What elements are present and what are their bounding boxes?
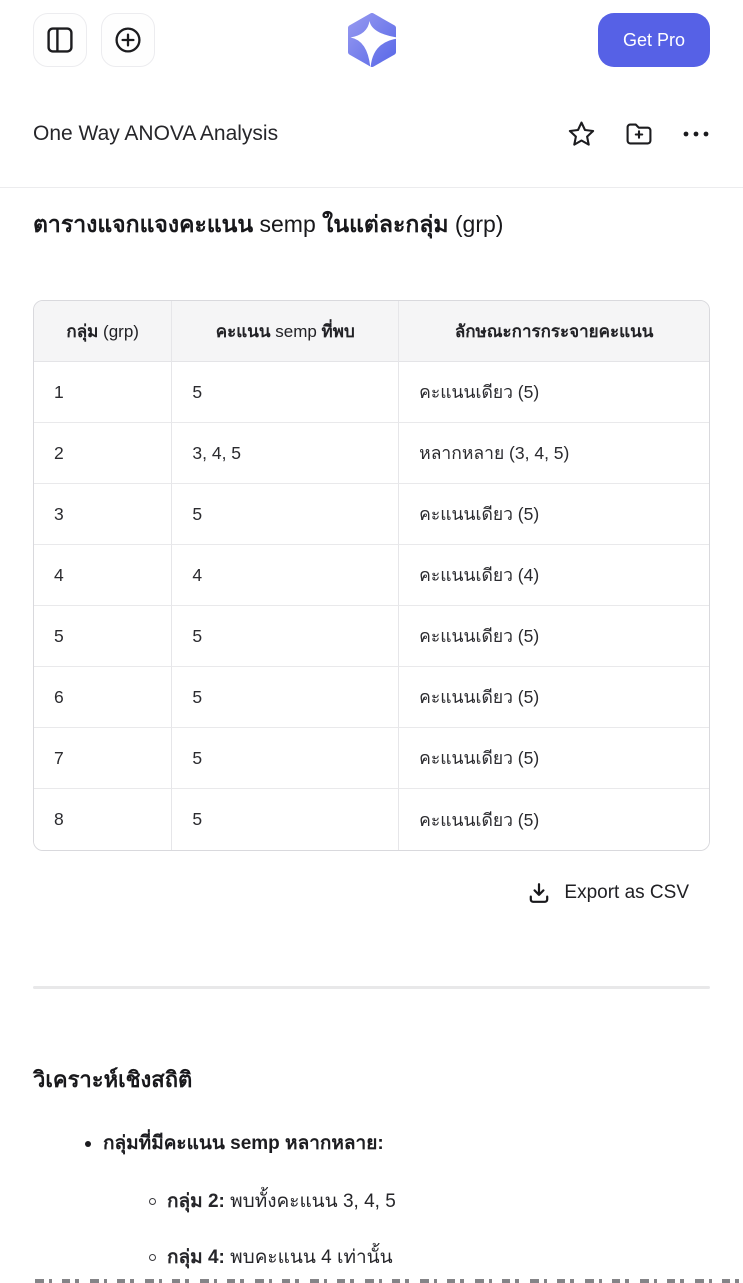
star-icon[interactable] (567, 120, 596, 148)
app-logo-icon (345, 13, 399, 67)
table-cell: 5 (172, 362, 399, 423)
table-cell: คะแนนเดียว (4) (399, 545, 709, 606)
table-cell: คะแนนเดียว (5) (399, 667, 709, 728)
column-header-scores: คะแนน semp ที่พบ (172, 301, 399, 362)
table-cell: 5 (172, 667, 399, 728)
conversation-title: One Way ANOVA Analysis (33, 121, 279, 145)
table-cell: หลากหลาย (3, 4, 5) (399, 423, 709, 484)
bullet-icon (85, 1141, 91, 1147)
table-row (34, 484, 709, 545)
table-cell: 8 (34, 789, 172, 850)
sidebar-toggle-button[interactable] (33, 13, 87, 67)
list-item-text: กลุ่มที่มีคะแนน semp หลากหลาย: (103, 1133, 384, 1154)
table-cell: 4 (34, 545, 172, 606)
table-cell: 6 (34, 667, 172, 728)
title-action-group (567, 120, 710, 148)
table-row (34, 667, 709, 728)
sidebar-toggle-icon (47, 27, 73, 53)
column-header-distribution: ลักษณะการกระจายคะแนน (399, 301, 709, 362)
table-cell: 7 (34, 728, 172, 789)
cutoff-text-line (35, 1279, 739, 1283)
table-cell: คะแนนเดียว (5) (399, 484, 709, 545)
table-cell: 5 (172, 606, 399, 667)
table-cell: 5 (172, 484, 399, 545)
nav-button-group (33, 13, 155, 67)
data-table (33, 300, 710, 851)
folder-add-icon[interactable] (625, 121, 653, 147)
list-item (33, 1130, 710, 1158)
get-pro-button[interactable]: Get Pro (598, 13, 710, 67)
more-options-icon[interactable] (682, 130, 710, 138)
table-cell: 2 (34, 423, 172, 484)
list-item-text: กลุ่ม 4: พบคะแนน 4 เท่านั้น (167, 1247, 393, 1268)
export-csv-label: Export as CSV (564, 882, 689, 903)
plus-circle-icon (114, 26, 142, 54)
table-cell: คะแนนเดียว (5) (399, 606, 709, 667)
table-row (34, 545, 709, 606)
list-item (33, 1188, 710, 1216)
section-divider (33, 986, 710, 989)
table-cell: 3 (34, 484, 172, 545)
table-cell: 1 (34, 362, 172, 423)
download-icon (527, 881, 551, 905)
table-row (34, 606, 709, 667)
conversation-title-bar (0, 80, 743, 188)
table-row (34, 728, 709, 789)
table-header-row (34, 301, 709, 362)
table-row (34, 362, 709, 423)
message-content (0, 207, 743, 1272)
column-header-group: กลุ่ม (grp) (34, 301, 172, 362)
table-cell: 3, 4, 5 (172, 423, 399, 484)
top-app-bar (0, 0, 743, 80)
new-chat-button[interactable] (101, 13, 155, 67)
table-cell: คะแนนเดียว (5) (399, 362, 709, 423)
list-item-text: กลุ่ม 2: พบทั้งคะแนน 3, 4, 5 (167, 1191, 396, 1212)
document-heading: ตารางแจกแจงคะแนน semp ในแต่ละกลุ่ม (grp) (33, 211, 504, 237)
table-cell: 5 (172, 789, 399, 850)
table-cell: 5 (34, 606, 172, 667)
circle-bullet-icon (149, 1198, 156, 1205)
table-cell: คะแนนเดียว (5) (399, 728, 709, 789)
list-item (33, 1244, 710, 1272)
export-csv-button[interactable] (33, 881, 710, 905)
table-cell: 5 (172, 728, 399, 789)
table-cell: 4 (172, 545, 399, 606)
table-cell: คะแนนเดียว (5) (399, 789, 709, 850)
analysis-heading: วิเคราะห์เชิงสถิติ (33, 1067, 193, 1092)
table-row (34, 423, 709, 484)
table-row (34, 789, 709, 850)
circle-bullet-icon (149, 1254, 156, 1261)
